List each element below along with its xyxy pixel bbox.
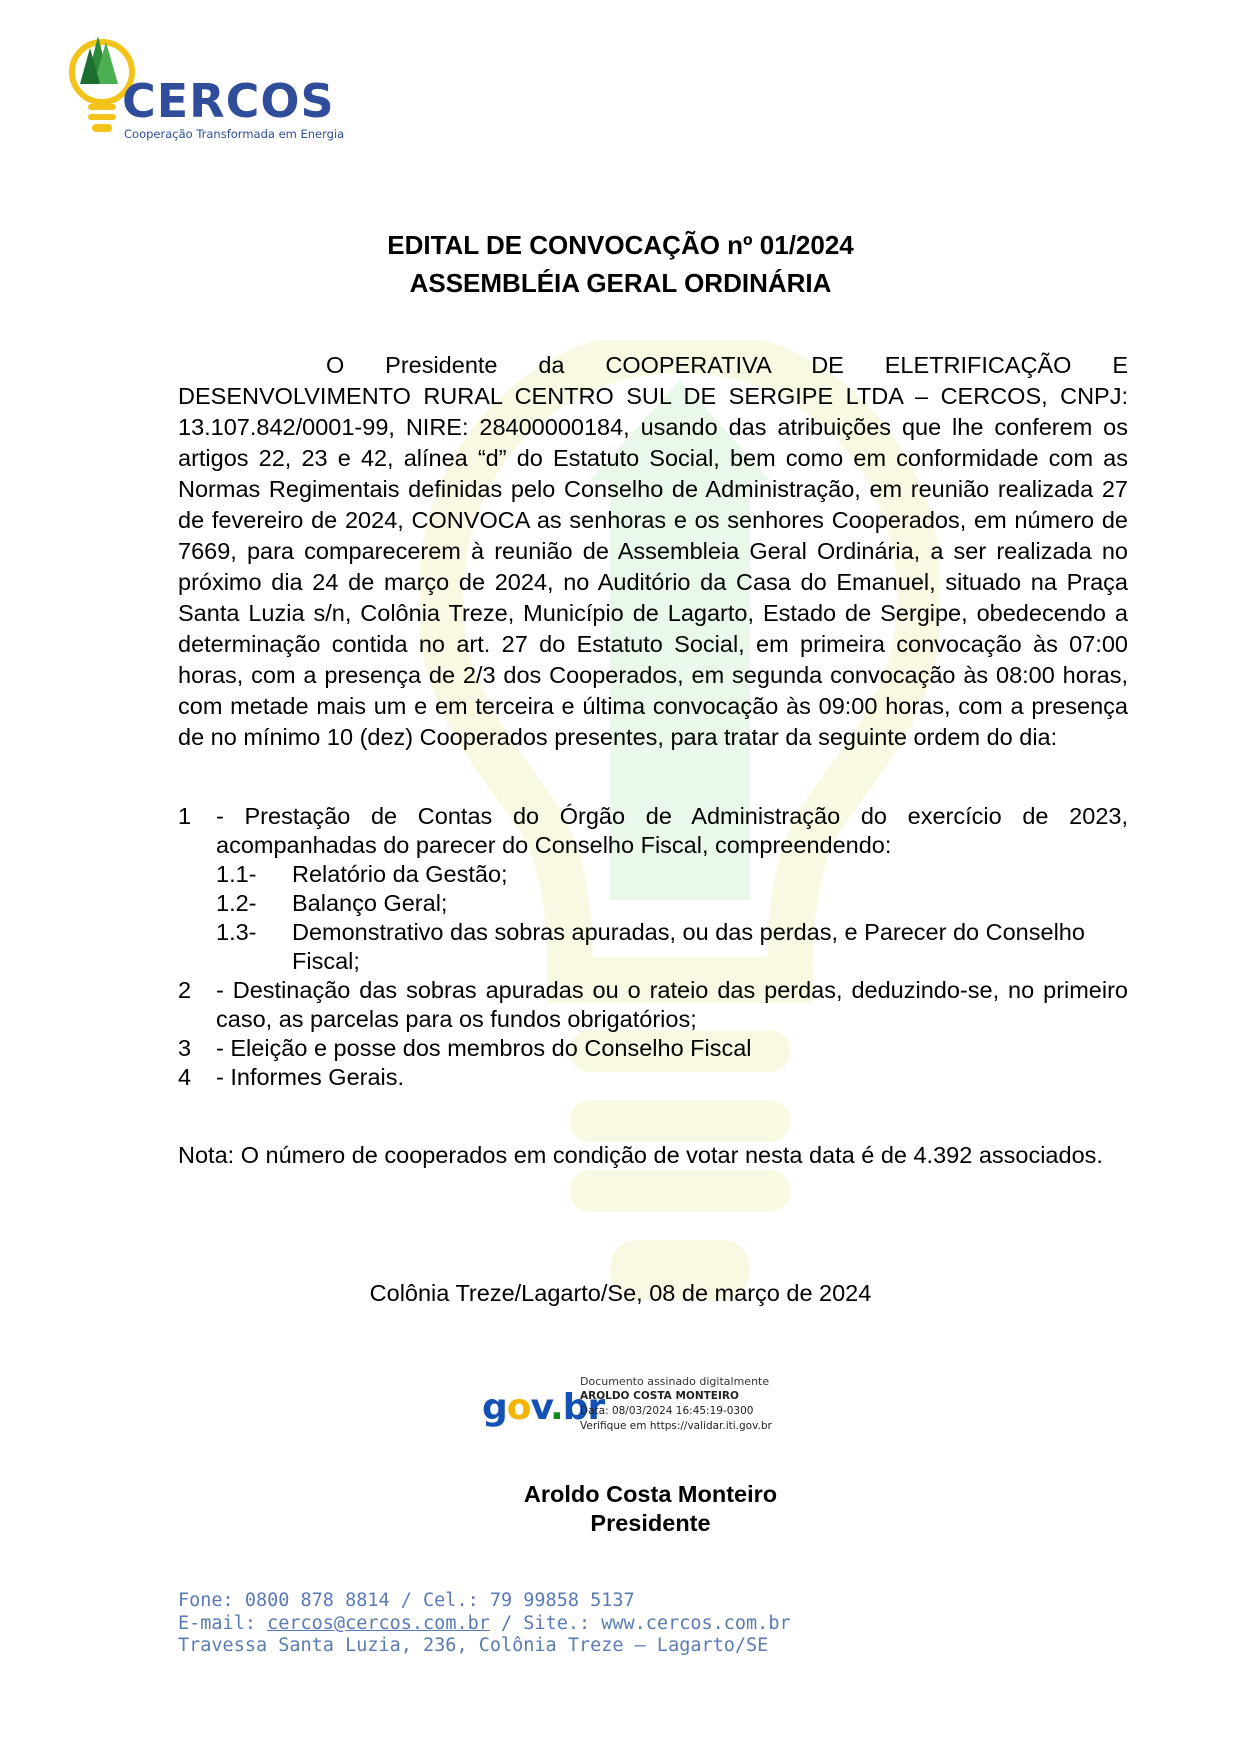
agenda-subitem-text: Demonstrativo das sobras apuradas, ou das perdas, e Parecer do Conselho Fiscal;	[292, 919, 1085, 974]
agenda-item-number: 3	[178, 1035, 192, 1061]
footer-email-prefix: E-mail:	[178, 1612, 268, 1634]
agenda-subitem	[178, 918, 1128, 976]
digital-signature-stamp	[482, 1374, 802, 1444]
agenda-item	[178, 802, 1128, 860]
document-title: EDITAL DE CONVOCAÇÃO nº 01/2024	[387, 230, 854, 260]
agenda-item-text: - Eleição e posse dos membros do Conselho Fiscal	[216, 1035, 752, 1061]
signature-name: AROLDO COSTA MONTEIRO	[580, 1390, 739, 1402]
agenda-item	[178, 1034, 1128, 1063]
footer-site: / Site.: www.cercos.com.br	[489, 1612, 791, 1634]
agenda-subitem	[178, 860, 1128, 889]
signer-block	[0, 1480, 1241, 1538]
document-subtitle: ASSEMBLÉIA GERAL ORDINÁRIA	[409, 268, 832, 298]
agenda-subitem-text: Relatório da Gestão;	[292, 861, 508, 887]
agenda-subitem-number: 1.2-	[216, 890, 257, 916]
signer-name: Aroldo Costa Monteiro	[523, 1481, 778, 1507]
footer-contact	[178, 1590, 791, 1658]
note-paragraph: Nota: O número de cooperados em condição de votar nesta data é de 4.392 associados.	[178, 1142, 1103, 1168]
signature-verify-link: Verifique em https://validar.iti.gov.br	[580, 1420, 772, 1432]
logo-tagline: Cooperação Transformada em Energia	[124, 127, 345, 141]
govbr-logo-icon: gov.br	[482, 1387, 605, 1428]
agenda-item	[178, 976, 1128, 1034]
logo-wordmark: CERCOS	[122, 74, 335, 128]
agenda-list	[178, 802, 1128, 1092]
signature-details	[580, 1374, 772, 1434]
convocation-paragraph: O Presidente da COOPERATIVA DE ELETRIFICAÇÃO E DESENVOLVIMENTO RURAL CENTRO SUL DE SERGIPE LTDA – CERCOS, CNPJ: 13.107.842/0001-99, NIRE: 28400000184, usando das atribuições que lhe conferem os artigos 22, 23 e 42, alínea “d” do Estatuto Social, bem como em conformidade com as Normas Regimentais definidas pelo Conselho de Administração, em reunião realizada 27 de fevereiro de 2024, CONVOCA as senhoras e os senhores Cooperados, em número de 7669, para comparecerem à reunião de Assembleia Geral Ordinária, a ser realizada no próximo dia 24 de março de 2024, no Auditório da Casa do Emanuel, situado na Praça Santa Luzia s/n, Colônia Treze, Município de Lagarto, Estado de Sergipe, obedecendo a determinação contida no art. 27 do Estatuto Social, em primeira convocação às 07:00 horas, com a presença de 2/3 dos Cooperados, em segunda convocação às 08:00 horas, com metade mais um e em terceira e última convocação às 09:00 horas, com a presença de no mínimo 10 (dez) Cooperados presentes, para tratar da seguinte ordem do dia:	[178, 352, 1128, 750]
signer-role: Presidente	[590, 1510, 711, 1536]
agenda-item-text: - Prestação de Contas do Órgão de Administração do exercício de 2023, acompanhadas do parecer do Conselho Fiscal, compreendendo:	[216, 803, 1128, 858]
agenda-item-text: - Destinação das sobras apuradas ou o rateio das perdas, deduzindo-se, no primeiro caso, as parcelas para os fundos obrigatórios;	[216, 977, 1128, 1032]
footer-email-link[interactable]: cercos@cercos.com.br	[267, 1612, 490, 1634]
signature-heading: Documento assinado digitalmente	[580, 1375, 770, 1388]
agenda-item-number: 1	[178, 803, 192, 829]
agenda-subitem-number: 1.3-	[216, 919, 257, 945]
footer-phone: Fone: 0800 878 8814 / Cel.: 79 99858 5137	[178, 1590, 635, 1611]
footer-email-line	[178, 1613, 791, 1636]
place-date: Colônia Treze/Lagarto/Se, 08 de março de 2024	[369, 1280, 872, 1306]
signature-date: Data: 08/03/2024 16:45:19-0300	[580, 1405, 754, 1417]
agenda-item-text: - Informes Gerais.	[216, 1064, 405, 1090]
agenda-item-number: 2	[178, 977, 192, 1003]
agenda-subitem-number: 1.1-	[216, 861, 257, 887]
agenda-item-number: 4	[178, 1064, 192, 1090]
agenda-item	[178, 1063, 1128, 1092]
agenda-subitem-text: Balanço Geral;	[292, 890, 448, 916]
agenda-subitem	[178, 889, 1128, 918]
footer-address: Travessa Santa Luzia, 236, Colônia Treze – Lagarto/SE	[178, 1635, 769, 1656]
